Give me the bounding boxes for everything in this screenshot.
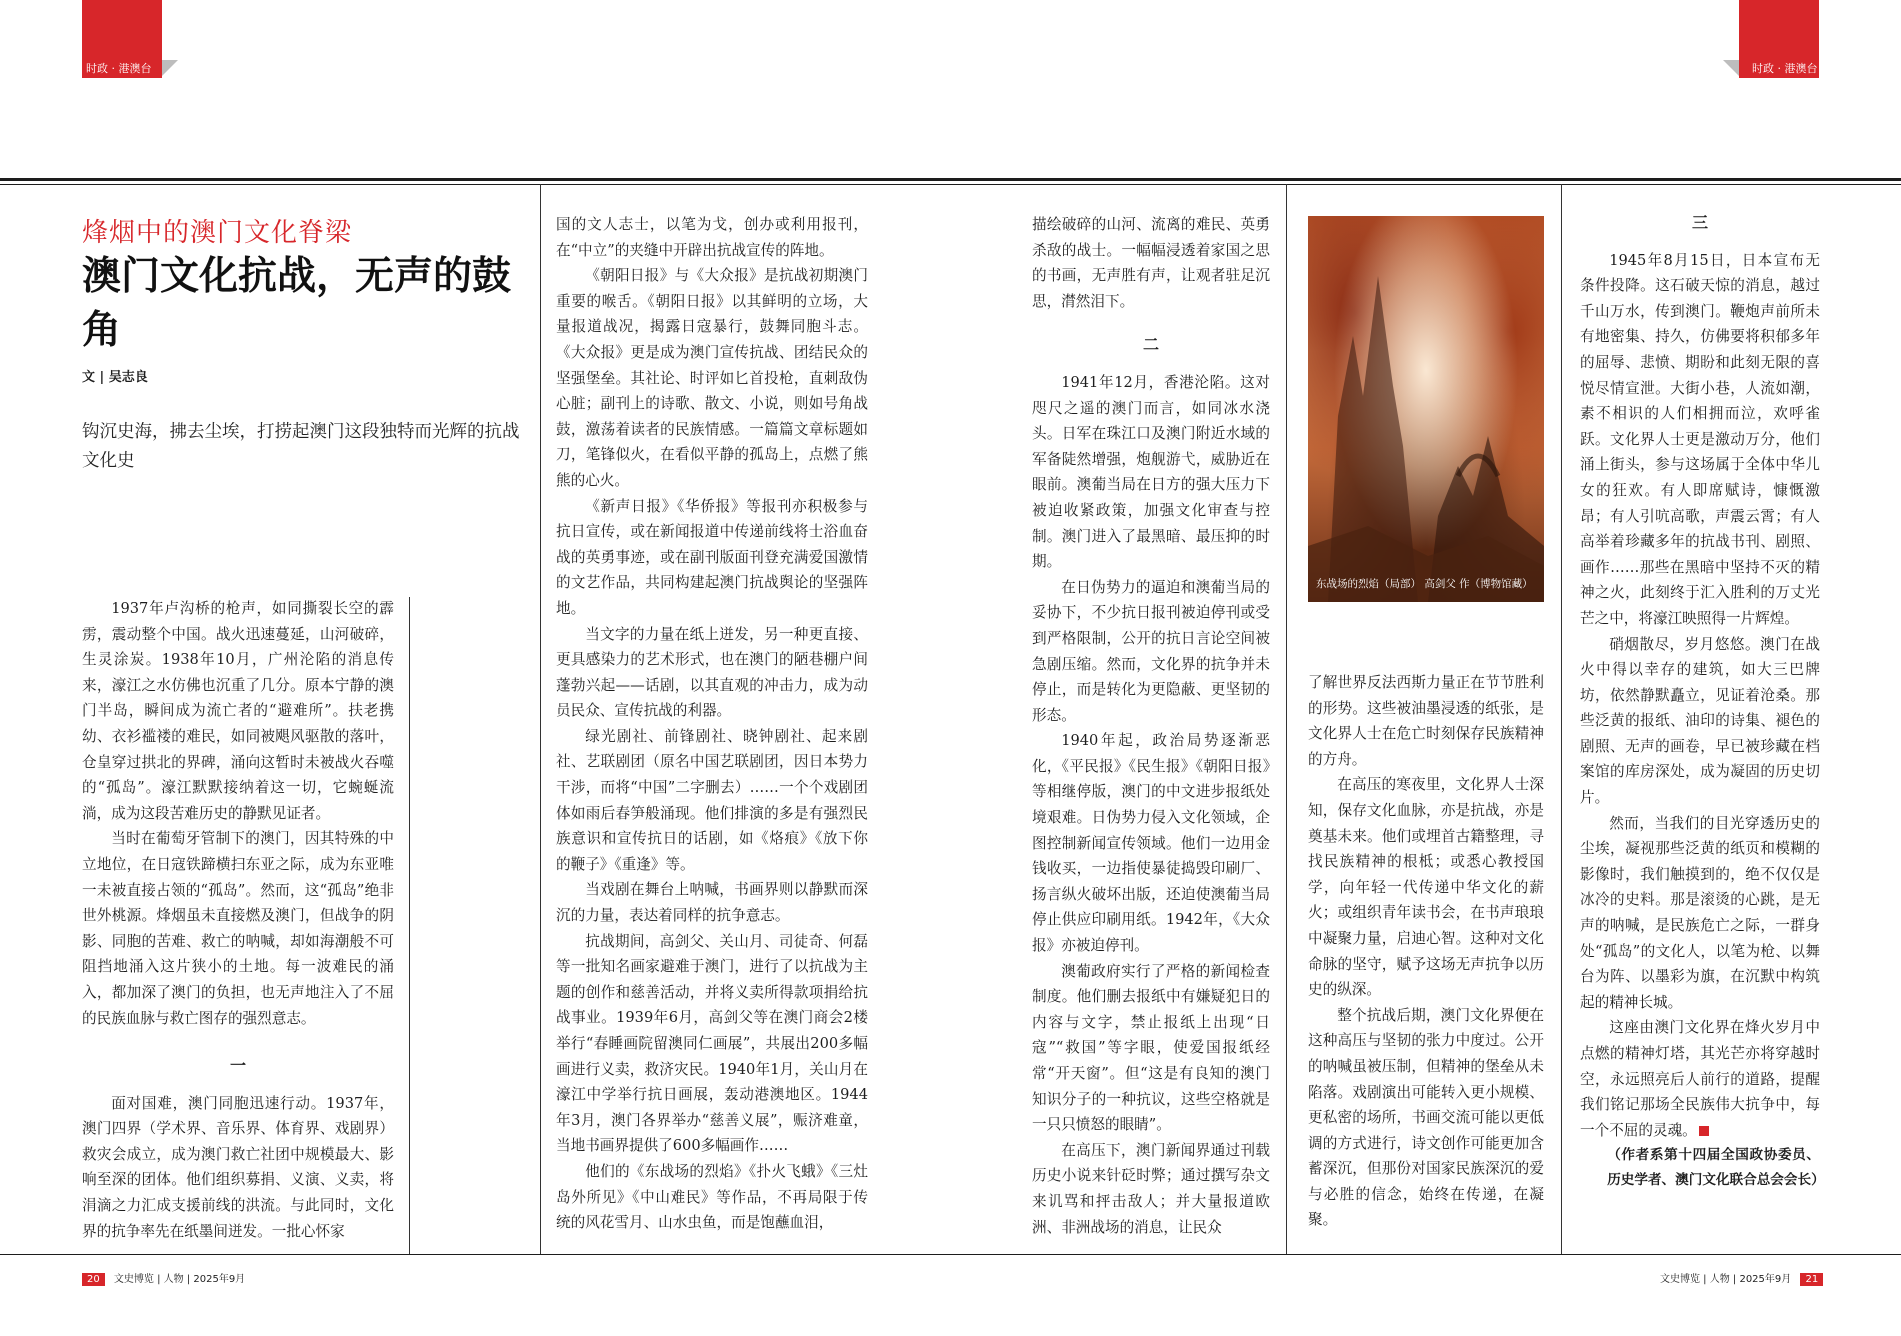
paragraph: 1937年卢沟桥的枪声，如同撕裂长空的霹雳，震动整个中国。战火迅速蔓延，山河破碎，生灵涂炭。1938年10月，广州沦陷的消息传来，濠江之水仿佛也沉重了几分。原本宁静的澳门半岛，瞬间成为流亡者的“避难所”。扶老携幼、衣衫褴褛的难民，如同被飓风驱散的落叶，仓皇穿过拱北的界碑，涌向这暂时未被战火吞噬的“孤岛”。濠江默默接纳着这一切，它蜿蜒流淌，成为这段苦难历史的静默见证者。 xyxy=(82,600,394,822)
paragraph: 抗战期间，高剑父、关山月、司徒奇、何磊等一批知名画家避难于澳门，进行了以抗战为主题的创作和慈善活动，并将义卖所得款项捐给抗战事业。1939年6月，高剑父等在澳门商会2楼举行“春睡画院留澳同仁画展”，共展出200多幅画进行义卖，救济灾民。1940年1月，关山月在濠江中学举行抗日画展，轰动港澳地区。1944年3月，澳门各界举办“慈善义展”，赈济难童，当地书画界提供了600多幅画作…… xyxy=(556,932,868,1155)
footer-left-text: 文史博览 | 人物 | 2025年9月 xyxy=(113,1274,246,1285)
article-column-3 xyxy=(1032,212,1270,1240)
author-note: （作者系第十四届全国政协委员、历史学者、澳门文化联合总会会长） xyxy=(1607,1147,1825,1189)
paragraph: 在高压的寒夜里，文化界人士深知，保存文化血脉，亦是抗战，亦是奠基未来。他们或埋首古籍整理，寻找民族精神的根柢；或悉心教授国学，向年轻一代传递中华文化的薪火；或组织青年读书会，在书声琅琅中凝聚力量，启迪心智。这种对文化命脉的坚守，赋予这场无声抗争以历史的纵深。 xyxy=(1308,776,1544,999)
end-mark-icon xyxy=(1699,1126,1709,1136)
paragraph: 他们的《东战场的烈焰》《扑火飞蛾》《三灶岛外所见》《中山难民》等作品，不再局限于传统的风花雪月、山水虫鱼，而是饱蘸血泪， xyxy=(556,1162,868,1232)
tab-notch-right xyxy=(1723,60,1739,76)
section-heading: 二 xyxy=(1142,335,1159,355)
header-rule-thin xyxy=(0,184,1901,185)
article-column-4 xyxy=(1308,670,1544,1233)
article-title: 澳门文化抗战，无声的鼓角 xyxy=(82,254,512,353)
paragraph: 在高压下，澳门新闻界通过刊载历史小说来针砭时弊；通过撰写杂文来讥骂和抨击敌人；并大量报道欧洲、非洲战场的消息，让民众 xyxy=(1032,1141,1270,1236)
paragraph: 描绘破碎的山河、流离的难民、英勇杀敌的战士。一幅幅浸透着家国之思的书画，无声胜有声，让观者驻足沉思，潸然泪下。 xyxy=(1032,216,1270,310)
paragraph: 然而，当我们的目光穿透历史的尘埃，凝视那些泛黄的纸页和模糊的影像时，我们触摸到的，绝不仅仅是冰冷的史料。那是滚烫的心跳，是无声的呐喊，是民族危亡之际，一群身处“孤岛”的文化人，以笔为枪、以舞台为阵、以墨彩为旗，在沉默中构筑起的精神长城。 xyxy=(1580,814,1820,1011)
paragraph: 《新声日报》《华侨报》等报刊亦积极参与抗日宣传，或在新闻报道中传递前线将士浴血奋战的英勇事迹，或在副刊版面刊登充满爱国激情的文艺作品，共同构建起澳门抗战舆论的坚强阵地。 xyxy=(556,497,868,617)
paragraph: 1940年起，政治局势逐渐恶化，《平民报》《民生报》《朝阳日报》等相继停版，澳门的中文进步报纸处境艰难。日伪势力侵入文化领域，企图控制新闻宣传领域。他们一边用金钱收买，一边指使暴徒捣毁印刷厂、扬言纵火破坏出版，还迫使澳葡当局停止供应印刷用纸。1942年，《大众报》亦被迫停刊。 xyxy=(1032,732,1270,955)
paragraph: 《朝阳日报》与《大众报》是抗战初期澳门重要的喉舌。《朝阳日报》以其鲜明的立场，大量报道战况，揭露日寇暴行，鼓舞同胞斗志。《大众报》更是成为澳门宣传抗战、团结民众的坚强堡垒。其社论、时评如匕首投枪，直刺敌伪心脏；副刊上的诗歌、散文、小说，则如号角战鼓，激荡着读者的民族情感。一篇篇文章标题如刀，笔锋似火，在看似平静的孤岛上，点燃了熊熊的心火。 xyxy=(556,267,868,489)
paragraph: 当文字的力量在纸上迸发，另一种更直接、更具感染力的艺术形式，也在澳门的陋巷棚户间蓬勃兴起——话剧，以其直观的冲击力，成为动员民众、宣传抗战的利器。 xyxy=(556,625,868,720)
section-heading: 三 xyxy=(1691,213,1708,232)
article-kicker: 烽烟中的澳门文化脊梁 xyxy=(82,218,353,248)
paragraph: 1945年8月15日，日本宣布无条件投降。这石破天惊的消息，越过千山万水，传到澳门。鞭炮声前所未有地密集、持久，仿佛要将积郁多年的屈辱、悲愤、期盼和此刻无限的喜悦尽情宣泄。大街小巷，人流如潮，素不相识的人们相拥而泣，欢呼雀跃。文化界人士更是激动万分，他们涌上街头，参与这场属于全体中华儿女的狂欢。有人即席赋诗，慷慨激昂；有人引吭高歌，声震云霄；有人高举着珍藏多年的抗战书刊、剧照、画作……那些在黑暗中坚持不灭的精神之火，此刻终于汇入胜利的万丈光芒之中，将濠江映照得一片辉煌。 xyxy=(1580,251,1820,627)
paragraph: 整个抗战后期，澳门文化界便在这种高压与坚韧的张力中度过。公开的呐喊虽被压制，但精神的堡垒从未陷落。戏剧演出可能转入更小规模、更私密的场所，书画交流可能以更低调的方式进行，诗文创作可能更加含蓄深沉，但那份对国家民族深沉的爱与必胜的信念，始终在传递，在凝聚。 xyxy=(1308,1006,1544,1229)
paragraph-text: 这座由澳门文化界在烽火岁月中点燃的精神灯塔，其光芒亦将穿越时空，永远照亮后人前行的道路，提醒我们铭记那场全民族伟大抗争中，每一个不屈的灵魂。 xyxy=(1580,1019,1820,1139)
article-column-1 xyxy=(82,596,394,1244)
column-divider xyxy=(409,597,410,1254)
paragraph: 硝烟散尽，岁月悠悠。澳门在战火中得以幸存的建筑，如大三巴牌坊，依然静默矗立，见证着沧桑。那些泛黄的报纸、油印的诗集、褪色的剧照、无声的画卷，早已被珍藏在档案馆的库房深处，成为凝固的历史切片。 xyxy=(1580,635,1820,807)
header-rule xyxy=(0,178,1901,181)
paragraph xyxy=(1580,1015,1820,1143)
article-dek: 钩沉史海，拂去尘埃，打捞起澳门这段独特而光辉的抗战文化史 xyxy=(82,422,520,471)
paragraph: 当戏剧在舞台上呐喊，书画界则以静默而深沉的力量，表达着同样的抗争意志。 xyxy=(556,881,868,925)
column-divider xyxy=(1286,184,1287,1254)
section-tag-right: 时政 · 港澳台 xyxy=(1752,62,1818,75)
footer-rule xyxy=(0,1254,1901,1255)
paragraph: 了解世界反法西斯力量正在节节胜利的形势。这些被油墨浸透的纸张，是文化界人士在危亡时刻保存民族精神的方舟。 xyxy=(1308,674,1544,768)
paragraph: 澳葡政府实行了严格的新闻检查制度。他们删去报纸中有嫌疑犯日的内容与文字，禁止报纸上出现“日寇”“救国”等字眼，使爱国报纸经常“开天窗”。但“这是有良知的澳门知识分子的一种抗议，这些空格就是一只只愤怒的眼睛”。 xyxy=(1032,962,1270,1134)
section-tag-left: 时政 · 港澳台 xyxy=(86,62,152,75)
paragraph: 绿光剧社、前锋剧社、晓钟剧社、起来剧社、艺联剧团（原名中国艺联剧团，因日本势力干涉，而将“中国”二字删去）……一个个戏剧团体如雨后春笋般涌现。他们排演的多是有强烈民族意识和宣传抗日的话剧，如《烙痕》《放下你的鞭子》《重逢》等。 xyxy=(556,727,868,873)
paragraph: 在日伪势力的逼迫和澳葡当局的妥协下，不少抗日报刊被迫停刊或受到严格限制，公开的抗日言论空间被急剧压缩。然而，文化界的抗争并未停止，而是转化为更隐蔽、更坚韧的形态。 xyxy=(1032,578,1270,724)
article-column-2 xyxy=(556,212,868,1236)
tab-notch-left xyxy=(162,60,178,76)
ruins-illustration xyxy=(1308,216,1544,602)
article-byline: 文 | 吴志良 xyxy=(82,370,148,385)
article-column-5 xyxy=(1580,200,1825,1193)
footer-right-text: 文史博览 | 人物 | 2025年9月 xyxy=(1660,1274,1792,1285)
paragraph: 1941年12月，香港沦陷。这对咫尺之遥的澳门而言，如同冰水浇头。日军在珠江口及澳门附近水域的军备陡然增强，炮舰游弋，威胁近在眼前。澳葡当局在日方的强大压力下被迫收紧政策，加强文化审查与控制。澳门进入了最黑暗、最压抑的时期。 xyxy=(1032,373,1270,571)
page-number-right: 21 xyxy=(1800,1273,1823,1286)
painting-image xyxy=(1308,216,1544,602)
column-divider xyxy=(540,184,541,1254)
paragraph: 当时在葡萄牙管制下的澳门，因其特殊的中立地位，在日寇铁蹄横扫东亚之际，成为东亚唯一未被直接占领的“孤岛”。然而，这“孤岛”绝非世外桃源。烽烟虽未直接燃及澳门，但战争的阴影、同胞的苦难、救亡的呐喊，却如海潮般不可阻挡地涌入这片狭小的土地。每一波难民的涌入，都加深了澳门的负担，也无声地注入了不屈的民族血脉与救亡图存的强烈意志。 xyxy=(82,830,394,1027)
section-heading: 一 xyxy=(229,1056,246,1076)
footer-right xyxy=(1660,1270,1823,1286)
footer-left xyxy=(82,1270,245,1286)
page-number-left: 20 xyxy=(82,1273,105,1286)
paragraph: 面对国难，澳门同胞迅速行动。1937年，澳门四界（学术界、音乐界、体育界、戏剧界）救灾会成立，成为澳门救亡社团中规模最大、影响至深的团体。他们组织募捐、义演、义卖，将涓滴之力汇成支援前线的洪流。与此同时，文化界的抗争率先在纸墨间迸发。一批心怀家 xyxy=(82,1094,394,1240)
column-divider xyxy=(1561,184,1562,1254)
image-caption: 东战场的烈焰（局部） 高剑父 作（博物馆藏） xyxy=(1316,578,1533,590)
paragraph: 国的文人志士，以笔为戈，创办或利用报刊，在“中立”的夹缝中开辟出抗战宣传的阵地。 xyxy=(556,216,868,259)
